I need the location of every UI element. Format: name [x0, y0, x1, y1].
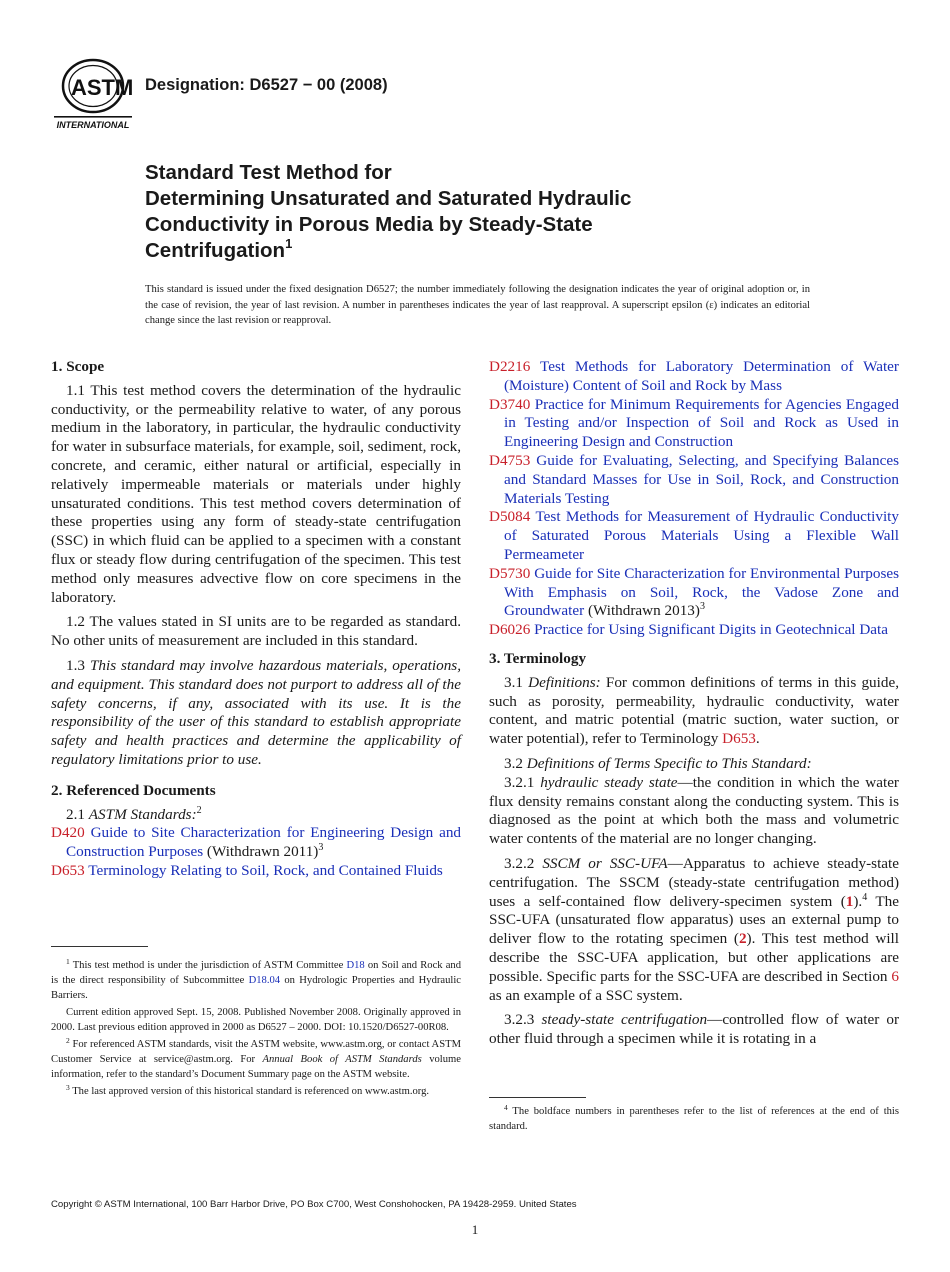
reference-d2216: [489, 358, 899, 396]
paragraph-3-2-2: 3.2.2 SSCM or SSC-UFA—Apparatus to achieve steady-state centrifugation. The SSCM (steady-state centrifugation method) uses a self-contained flow delivery-specimen system (1).$^4$ The SSC-UFA (unsaturated flow apparatus) uses an external pump to deliver flow to the rotating specimen (2). This test method will describe the SSC-UFA application, but other applications are possible. Specific parts for the SSC-UFA are described in Section 6 as an example of a SSC system.: [489, 854, 899, 1004]
footnote-rule: [489, 1097, 586, 1098]
paragraph-1-2: 1.2 The values stated in SI units are to be regarded as standard. No other units of measurement are included in this standard.: [51, 613, 461, 650]
title-line-2: Determining Unsaturated and Saturated Hydraulic: [145, 187, 632, 210]
reference-d653: [51, 862, 461, 881]
footnote-rule: [51, 946, 148, 947]
citation-link[interactable]: 2: [738, 930, 747, 948]
title-footnote-mark: 1: [285, 236, 293, 251]
terminology-reference-link[interactable]: D653: [722, 730, 756, 748]
reference-title-link[interactable]: Guide for Evaluating, Selecting, and Specifying Balances and Standard Masses for Use in Soil, Rock, and Construction Materials Testing: [504, 451, 900, 507]
logo-letters: ASTM: [71, 75, 134, 100]
paragraph-1-3: 1.3 This standard may involve hazardous materials, operations, and equipment. This standard does not purport to address all of the safety concerns, if any, associated with its use. It is the responsibility of the user of this standard to establish appropriate safety and health practices and determine the applicability of regulatory limitations prior to use.: [51, 656, 462, 768]
reference-d3740: [489, 396, 899, 452]
document-title: [145, 160, 845, 264]
logo-subtext: INTERNATIONAL: [56, 120, 130, 130]
left-column: [51, 358, 461, 881]
footnote-2: $^2$ For referenced ASTM standards, visit the ASTM website, www.astm.org, or contact ASTM Customer Service at service@astm.org. For Annual Book of ASTM Standards volume information, refer to the standard’s Document Summary page on the ASTM website.: [51, 1036, 461, 1080]
footnote-1-edition: Current edition approved Sept. 15, 2008. Published November 2008. Originally approved in 2000. Last previous edition approved in 2000 as D6527 – 2000. DOI: 10.1520/D6527-00R08.: [51, 1007, 461, 1033]
reference-code-link[interactable]: D5084: [489, 508, 531, 526]
page-number: 1: [471, 1222, 479, 1237]
paragraph-1-1: 1.1 This test method covers the determination of the hydraulic conductivity, or the permeability relative to water, of any porous medium in the laboratory, in particular, the hydraulic conductivity for water in subsurface materials, for example, soil, sediment, rock, concrete, and ceramic, either natural or artificial, especially in relatively impermeable materials or materials under highly unsaturated conditions. This test method covers determination of these properties using any form of steady-state centrifugation (SSC) in which fluid can be applied to a specimen with a constant flux or steady flow during centrifugation of the specimen. This test method only measures advective flow on core specimens in the laboratory.: [51, 381, 461, 606]
reference-d6026: [489, 621, 899, 640]
reference-d5084: [489, 508, 899, 564]
subcommittee-link[interactable]: D18.04: [248, 975, 281, 986]
designation: Designation: D6527 − 00 (2008): [145, 76, 388, 94]
footnotes-left: [51, 958, 461, 1101]
title-line-1: Standard Test Method for: [145, 161, 392, 184]
reference-d4753: [489, 452, 899, 508]
paragraph-3-2-3: 3.2.3 steady-state centrifugation—controlled flow of water or other fluid through a specimen while it is rotating in a: [489, 1011, 900, 1048]
reference-title-link[interactable]: Guide for Site Characterization for Environmental Purposes With Emphasis on Soil, Rock, the Vadose Zone and Groundwater: [504, 564, 900, 620]
title-line-4: Centrifugation$^1$: [145, 236, 293, 262]
paragraph-2-1: 2.1 ASTM Standards:$^2$: [66, 804, 202, 823]
reference-title-link[interactable]: Practice for Using Significant Digits in Geotechnical Data: [534, 621, 888, 639]
reference-title-link[interactable]: Test Methods for Measurement of Hydraulic Conductivity of Saturated Porous Materials Using a Flexible Wall Permeameter: [504, 508, 899, 563]
section-link[interactable]: 6: [891, 967, 899, 985]
copyright-footer: Copyright © ASTM International, 100 Barr Harbor Drive, PO Box C700, West Conshohocken, PA 19428-2959. United States: [51, 1199, 577, 1210]
paragraph-3-2: 3.2 Definitions of Terms Specific to This Standard:: [504, 754, 812, 772]
citation-link[interactable]: 1: [845, 892, 854, 910]
reference-code-link[interactable]: D5730: [489, 564, 531, 582]
footnote-4: $^4$ The boldface numbers in parentheses refer to the list of references at the end of this standard.: [489, 1103, 899, 1132]
reference-d5730: D5730 Guide for Site Characterization for Environmental Purposes With Emphasis on Soil, Rock, the Vadose Zone and Groundwater (Withdrawn 2013)$^3$: [489, 564, 900, 620]
footnote-3: $^3$ The last approved version of this historical standard is referenced on www.astm.org.: [66, 1083, 430, 1097]
reference-code-link[interactable]: D2216: [489, 358, 531, 375]
reference-code-link[interactable]: D3740: [489, 395, 531, 413]
footnote-1: $^1$ This test method is under the jurisdiction of ASTM Committee D18 on Soil and Rock and is the direct responsibility of Subcommittee D18.04 on Hydrologic Properties and Hydraulic Barriers.: [51, 957, 461, 1001]
reference-title-link[interactable]: Test Methods for Laboratory Determination of Water (Moisture) Content of Soil and Rock by Mass: [504, 358, 899, 394]
reference-title-link[interactable]: Guide to Site Characterization for Engineering Design and Construction Purposes: [66, 824, 462, 861]
paragraph-3-2-1: 3.2.1 hydraulic steady state—the condition in which the water flux density remains constant along the conducting system. This is diagnosed as the point at which both the mass and volumetric water contents of the material are no longer changing.: [489, 773, 899, 848]
section-heading-scope: 1. Scope: [51, 358, 105, 375]
reference-d420: D420 Guide to Site Characterization for Engineering Design and Construction Purposes (Withdrawn 2011)$^3$: [51, 824, 462, 861]
reference-code-link[interactable]: D4753: [489, 451, 531, 469]
paragraph-3-1: 3.1 Definitions: For common definitions of terms in this guide, such as porosity, permeability, hydraulic conductivity, water content, and matric potential (matric suction, water suction, or water potential), refer to Terminology D653.: [489, 673, 899, 748]
reference-code-link[interactable]: D6026: [489, 621, 531, 639]
reference-code-link[interactable]: D653: [51, 861, 85, 879]
reference-title-link[interactable]: Practice for Minimum Requirements for Agencies Engaged in Testing and/or Inspection of Soil and Rock as Used in Engineering Design and Construction: [504, 395, 899, 451]
section-heading-terminology: 3. Terminology: [489, 649, 587, 667]
reference-code-link[interactable]: D420: [51, 824, 85, 842]
title-line-3: Conductivity in Porous Media by Steady-State: [145, 213, 593, 236]
reference-title-link[interactable]: Terminology Relating to Soil, Rock, and Contained Fluids: [88, 861, 443, 879]
section-heading-referenced-documents: 2. Referenced Documents: [51, 781, 216, 799]
committee-link[interactable]: D18: [346, 960, 365, 971]
astm-logo-icon: [50, 56, 136, 132]
right-column: [489, 358, 899, 1055]
footnotes-right: [489, 1104, 899, 1136]
astm-logo: [50, 56, 136, 132]
standard-notice: This standard is issued under the fixed designation D6527; the number immediately following the designation indicates the year of original adoption or, in the case of revision, the year of last revision. A number in parentheses indicates the year of last reapproval. A superscript epsilon (ε) indicates an editorial change since the last revision or reapproval.: [145, 284, 810, 327]
